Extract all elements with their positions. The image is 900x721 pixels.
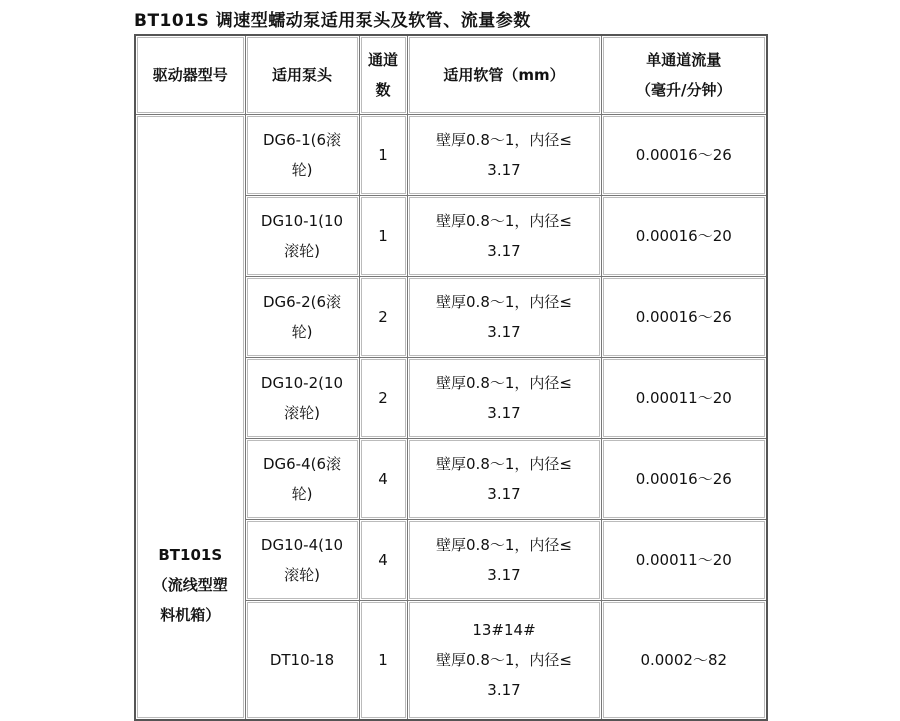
flow-cell: 0.0002～82 [601, 601, 767, 721]
flow-cell: 0.00016～20 [601, 196, 767, 277]
spec-table [134, 34, 768, 721]
channel-count-cell: 2 [359, 358, 407, 439]
driver-model-cell: BT101S （流线型塑 料机箱） [135, 115, 245, 721]
pump-head-cell: DG6-2(6滚 轮) [245, 277, 359, 358]
flow-cell: 0.00011～20 [601, 520, 767, 601]
hose-cell: 壁厚0.8～1，内径≤ 3.17 [407, 520, 601, 601]
channel-count-cell: 4 [359, 439, 407, 520]
channel-count-cell: 1 [359, 115, 407, 196]
hose-cell: 13#14# 壁厚0.8～1，内径≤ 3.17 [407, 601, 601, 721]
header-hose: 适用软管（mm） [407, 35, 601, 115]
flow-cell: 0.00016～26 [601, 115, 767, 196]
table-row [135, 115, 767, 196]
pump-head-cell: DG10-1(10 滚轮) [245, 196, 359, 277]
hose-cell: 壁厚0.8～1，内径≤ 3.17 [407, 277, 601, 358]
flow-cell: 0.00016～26 [601, 277, 767, 358]
pump-head-cell: DG6-1(6滚 轮) [245, 115, 359, 196]
page-title: BT101S 调速型蠕动泵适用泵头及软管、流量参数 [134, 11, 531, 31]
header-channels: 通道 数 [359, 35, 407, 115]
header-pump: 适用泵头 [245, 35, 359, 115]
header-flow: 单通道流量 （毫升/分钟） [601, 35, 767, 115]
header-row [135, 35, 767, 115]
pump-head-cell: DG6-4(6滚 轮) [245, 439, 359, 520]
pump-head-cell: DT10-18 [245, 601, 359, 721]
hose-cell: 壁厚0.8～1，内径≤ 3.17 [407, 196, 601, 277]
channel-count-cell: 1 [359, 196, 407, 277]
channel-count-cell: 2 [359, 277, 407, 358]
channel-count-cell: 1 [359, 601, 407, 721]
flow-cell: 0.00011～20 [601, 358, 767, 439]
channel-count-cell: 4 [359, 520, 407, 601]
flow-cell: 0.00016～26 [601, 439, 767, 520]
hose-cell: 壁厚0.8～1，内径≤ 3.17 [407, 439, 601, 520]
hose-cell: 壁厚0.8～1，内径≤ 3.17 [407, 358, 601, 439]
header-driver: 驱动器型号 [135, 35, 245, 115]
hose-cell: 壁厚0.8～1，内径≤ 3.17 [407, 115, 601, 196]
pump-head-cell: DG10-2(10 滚轮) [245, 358, 359, 439]
pump-head-cell: DG10-4(10 滚轮) [245, 520, 359, 601]
